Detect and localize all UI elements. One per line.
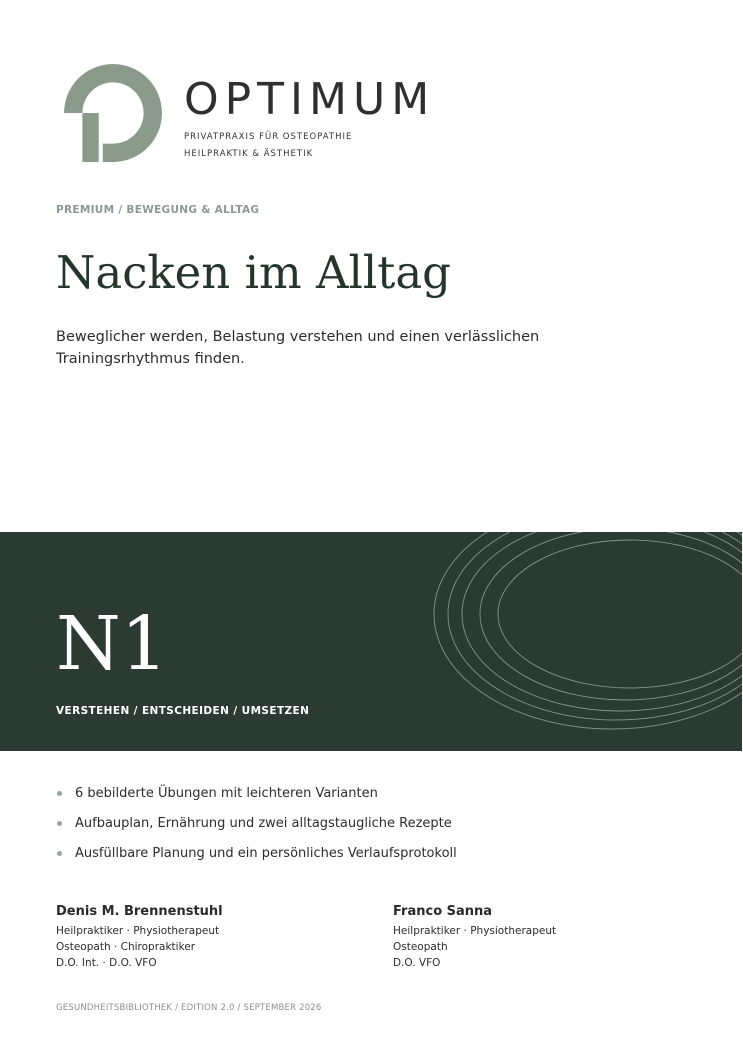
author-block [56,904,223,971]
author-name: Denis M. Brennenstuhl [56,904,223,919]
brand-logo [62,62,442,166]
author-credential: Heilpraktiker · Physiotherapeut [393,925,557,937]
page-title: Nacken im Alltag [56,246,451,299]
author-credential: Heilpraktiker · Physiotherapeut [56,925,220,937]
guide-tagline: VERSTEHEN / ENTSCHEIDEN / UMSETZEN [56,705,310,717]
guide-code: N1 [56,601,168,687]
bullet-dot-icon [57,821,62,826]
author-credential: Osteopath [393,941,448,953]
feature-list [56,786,457,876]
list-item [56,816,457,846]
list-item [56,786,457,816]
brand-name: OPTIMUM [184,74,436,125]
decorative-rings [432,532,742,751]
brand-subline: PRIVATPRAXIS FÜR OSTEOPATHIE [184,132,353,142]
edition-footer: GESUNDHEITSBIBLIOTHEK / EDITION 2.0 / SEPTEMBER 2026 [56,1003,322,1013]
category-kicker: PREMIUM / BEWEGUNG & ALLTAG [56,204,260,216]
stylized-p-logo-icon [62,62,164,164]
author-name: Franco Sanna [393,904,493,919]
brand-subline: HEILPRAKTIK & ÄSTHETIK [184,149,314,159]
lead-text: Beweglicher werden, Belastung verstehen und einen verlässlichen Trainingsrhythmus finden. [56,329,540,367]
bullet-dot-icon [57,791,62,796]
list-item-text: Aufbauplan, Ernährung und zwei alltagstaugliche Rezepte [75,816,452,831]
list-item [56,846,457,876]
list-item-text: 6 bebilderte Übungen mit leichteren Varianten [75,786,378,801]
author-credential: D.O. Int. · D.O. VFO [56,957,157,969]
bullet-dot-icon [57,851,62,856]
author-credential: D.O. VFO [393,957,441,969]
list-item-text: Ausfüllbare Planung und ein persönliches Verlaufsprotokoll [75,846,457,861]
author-block [393,904,556,971]
author-credential: Osteopath · Chiropraktiker [56,941,196,953]
